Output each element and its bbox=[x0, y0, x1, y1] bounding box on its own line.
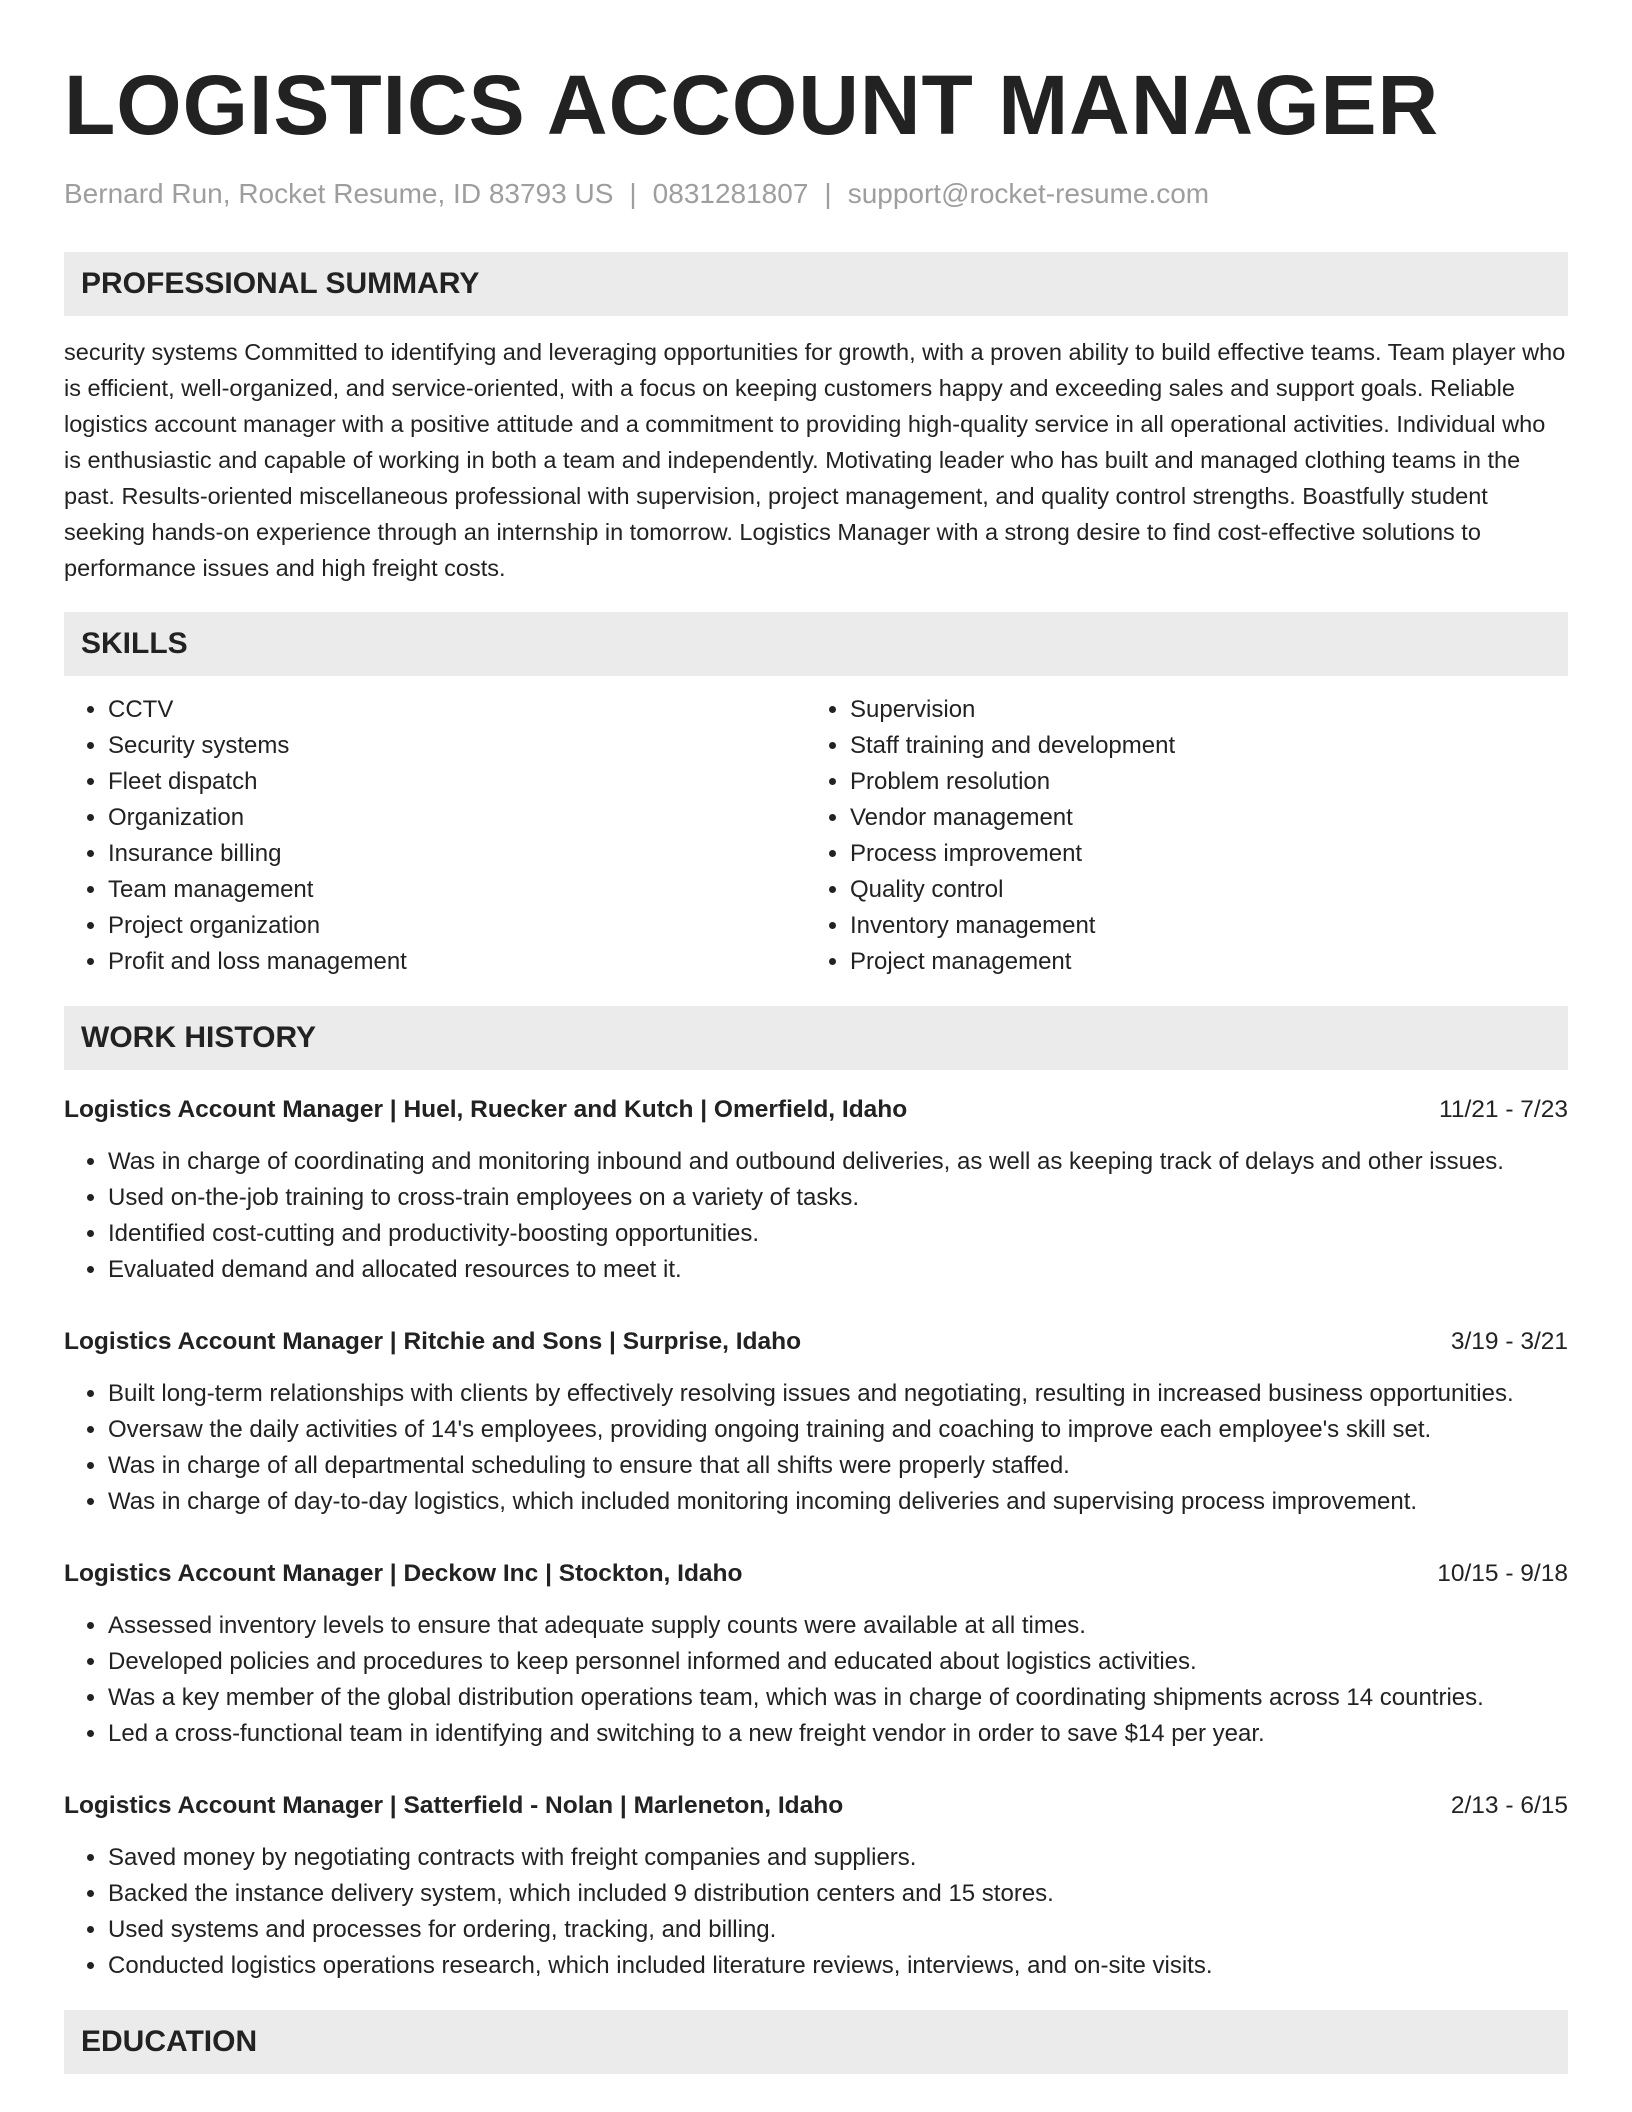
job-bullet: • Conducted logistics operations research, which included literature reviews, interviews, and on-site visits. bbox=[108, 1948, 1568, 1984]
job-entry bbox=[64, 1788, 1568, 1984]
skill-item: • Security systems bbox=[108, 728, 806, 764]
resume-name: LOGISTICS ACCOUNT MANAGER bbox=[64, 58, 1440, 152]
job-header bbox=[64, 1324, 1568, 1360]
skill-item: • Problem resolution bbox=[850, 764, 1548, 800]
job-bullets bbox=[64, 1608, 1568, 1752]
contact-email: support@rocket-resume.com bbox=[847, 178, 1210, 209]
job-bullet: • Evaluated demand and allocated resources to meet it. bbox=[108, 1252, 1568, 1288]
job-title: Logistics Account Manager | Ritchie and Sons | Surprise, Idaho bbox=[64, 1328, 802, 1355]
job-entry bbox=[64, 1556, 1568, 1752]
job-dates: 2/13 - 6/15 bbox=[1450, 1792, 1568, 1819]
job-title: Logistics Account Manager | Satterfield - Nolan | Marleneton, Idaho bbox=[64, 1792, 844, 1819]
skill-item: • Vendor management bbox=[850, 800, 1548, 836]
skills-list bbox=[64, 692, 1568, 980]
job-title: Logistics Account Manager | Huel, Ruecker and Kutch | Omerfield, Idaho bbox=[64, 1096, 908, 1123]
job-bullet: • Led a cross-functional team in identifying and switching to a new freight vendor in order to save $14 per year. bbox=[108, 1716, 1568, 1752]
job-bullet: • Built long-term relationships with clients by effectively resolving issues and negotiating, resulting in increased business opportunities. bbox=[108, 1376, 1568, 1412]
skill-item: • Organization bbox=[108, 800, 806, 836]
section-header-skills: SKILLS bbox=[64, 612, 1568, 676]
job-dates: 10/15 - 9/18 bbox=[1437, 1560, 1568, 1587]
job-bullet: • Saved money by negotiating contracts with freight companies and suppliers. bbox=[108, 1840, 1568, 1876]
skill-item: • Supervision bbox=[850, 692, 1548, 728]
job-bullet: • Assessed inventory levels to ensure that adequate supply counts were available at all times. bbox=[108, 1608, 1568, 1644]
job-bullet: • Backed the instance delivery system, which included 9 distribution centers and 15 stores. bbox=[108, 1876, 1568, 1912]
job-bullet: • Was in charge of all departmental scheduling to ensure that all shifts were properly staffed. bbox=[108, 1448, 1568, 1484]
job-bullets bbox=[64, 1840, 1568, 1984]
job-header bbox=[64, 1556, 1568, 1592]
job-bullet: • Developed policies and procedures to keep personnel informed and educated about logistics activities. bbox=[108, 1644, 1568, 1680]
contact-address: Bernard Run, Rocket Resume, ID 83793 US bbox=[64, 178, 614, 209]
skill-item: • Project organization bbox=[108, 908, 806, 944]
skill-item: • CCTV bbox=[108, 692, 806, 728]
contact-separator: | bbox=[629, 178, 637, 209]
contact-separator: | bbox=[824, 178, 832, 209]
job-entry bbox=[64, 1092, 1568, 1288]
skill-item: • Insurance billing bbox=[108, 836, 806, 872]
skill-item: • Profit and loss management bbox=[108, 944, 806, 980]
skill-item: • Project management bbox=[850, 944, 1548, 980]
job-bullets bbox=[64, 1144, 1568, 1288]
section-header-work-history: WORK HISTORY bbox=[64, 1006, 1568, 1070]
skill-item: • Quality control bbox=[850, 872, 1548, 908]
section-header-summary: PROFESSIONAL SUMMARY bbox=[64, 252, 1568, 316]
job-bullet: • Was a key member of the global distribution operations team, which was in charge of coordinating shipments across 14 countries. bbox=[108, 1680, 1568, 1716]
job-bullet: • Used systems and processes for ordering, tracking, and billing. bbox=[108, 1912, 1568, 1948]
job-bullet: • Used on-the-job training to cross-train employees on a variety of tasks. bbox=[108, 1180, 1568, 1216]
skill-item: • Fleet dispatch bbox=[108, 764, 806, 800]
skills-column-left bbox=[64, 692, 806, 980]
skill-item: • Inventory management bbox=[850, 908, 1548, 944]
job-entry bbox=[64, 1324, 1568, 1520]
job-bullet: • Oversaw the daily activities of 14's employees, providing ongoing training and coaching to improve each employee's skill set. bbox=[108, 1412, 1568, 1448]
summary-text: security systems Committed to identifying and leveraging opportunities for growth, with a proven ability to build effective teams. Team player who is efficient, well-organized, and service-oriented, with a focus on keeping customers happy and exceeding sales and support goals. Reliable logistics account manager with a positive attitude and a commitment to providing high-quality service in all operational activities. Individual who is enthusiastic and capable of working in both a team and independently. Motivating leader who has built and managed clothing teams in the past. Results-oriented miscellaneous professional with supervision, project management, and quality control strengths. Boastfully student seeking hands-on experience through an internship in tomorrow. Logistics Manager with a strong desire to find cost-effective solutions to performance issues and high freight costs. bbox=[64, 339, 1566, 581]
section-header-education: EDUCATION bbox=[64, 2010, 1568, 2074]
job-dates: 3/19 - 3/21 bbox=[1450, 1328, 1568, 1355]
job-header bbox=[64, 1788, 1568, 1824]
job-bullet: • Identified cost-cutting and productivity-boosting opportunities. bbox=[108, 1216, 1568, 1252]
skill-item: • Process improvement bbox=[850, 836, 1548, 872]
job-title: Logistics Account Manager | Deckow Inc | Stockton, Idaho bbox=[64, 1560, 743, 1587]
job-bullet: • Was in charge of day-to-day logistics, which included monitoring incoming deliveries and supervising process improvement. bbox=[108, 1484, 1568, 1520]
contact-line bbox=[64, 174, 1568, 214]
contact-phone: 0831281807 bbox=[652, 178, 809, 209]
job-bullet: • Was in charge of coordinating and monitoring inbound and outbound deliveries, as well as keeping track of delays and other issues. bbox=[108, 1144, 1568, 1180]
skill-item: • Staff training and development bbox=[850, 728, 1548, 764]
job-header bbox=[64, 1092, 1568, 1128]
skills-column-right bbox=[806, 692, 1548, 980]
job-dates: 11/21 - 7/23 bbox=[1439, 1096, 1568, 1123]
job-bullets bbox=[64, 1376, 1568, 1520]
skill-item: • Team management bbox=[108, 872, 806, 908]
